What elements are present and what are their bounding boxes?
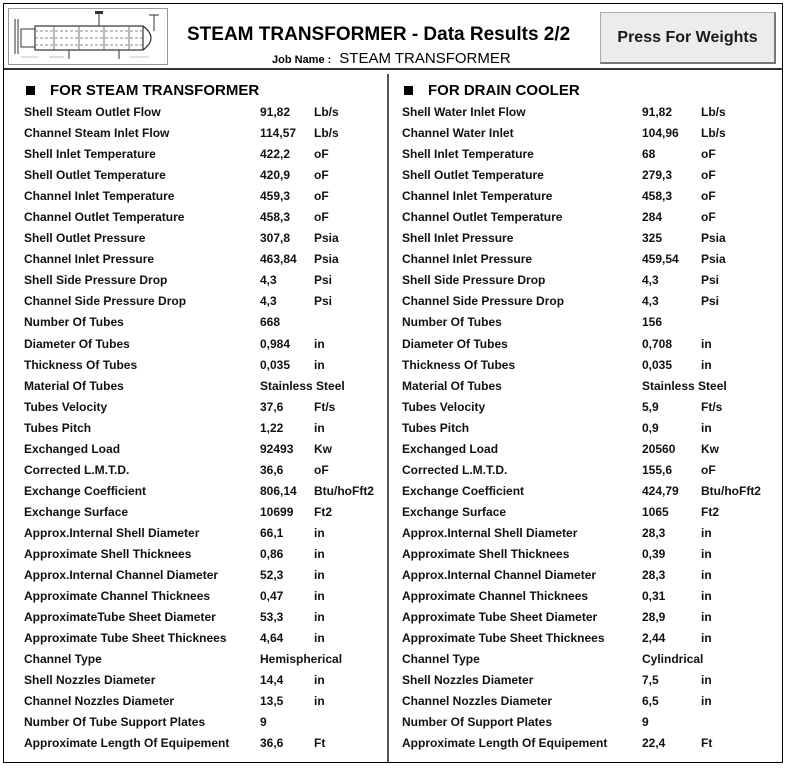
table-row (402, 102, 782, 123)
table-row (402, 502, 782, 523)
row-label: Thickness Of Tubes (402, 357, 516, 372)
table-row (402, 586, 782, 607)
row-label: Shell Outlet Temperature (24, 168, 166, 183)
row-value: 459,54 (642, 252, 679, 267)
row-value: 7,5 (642, 673, 659, 688)
table-row (402, 460, 782, 481)
table-row (24, 207, 384, 228)
row-unit: Btu/hoFft2 (701, 483, 761, 498)
row-label: Channel Inlet Pressure (24, 252, 155, 267)
table-row (24, 607, 384, 628)
table-row (402, 144, 782, 165)
row-value: 0,035 (642, 357, 673, 372)
row-value: 4,3 (642, 273, 659, 288)
row-value: 0,31 (642, 589, 666, 604)
row-value: 91,82 (642, 105, 673, 119)
exchanger-diagram (8, 8, 168, 65)
row-label: Thickness Of Tubes (24, 357, 138, 372)
table-row (402, 565, 782, 586)
row-unit: in (314, 589, 325, 604)
row-value: 458,3 (642, 189, 673, 204)
row-label: Tubes Pitch (402, 420, 470, 435)
row-label: Shell Inlet Pressure (402, 231, 514, 246)
row-label: Approx.Internal Shell Diameter (402, 525, 578, 540)
row-unit: Psia (701, 231, 726, 246)
row-unit: in (314, 610, 325, 625)
row-unit: in (701, 525, 712, 540)
row-unit: Ft (314, 736, 326, 751)
row-unit: Psi (314, 294, 333, 309)
steam-transformer-table (24, 102, 384, 754)
row-label: Channel Water Inlet (402, 126, 514, 141)
row-value: Stainless Steel (642, 378, 727, 393)
section-heading-label: FOR STEAM TRANSFORMER (50, 81, 260, 99)
row-unit: in (701, 357, 712, 372)
table-row (402, 523, 782, 544)
row-unit: Ft/s (701, 399, 723, 414)
row-label: Approximate Length Of Equipement (24, 736, 230, 751)
table-row (24, 418, 384, 439)
row-value: 53,3 (260, 610, 284, 625)
row-value: Stainless Steel (260, 378, 345, 393)
row-value: 13,5 (260, 694, 284, 709)
row-value: Hemispherical (260, 652, 343, 667)
row-value: 156 (642, 315, 663, 330)
row-label: Approx.Internal Channel Diameter (24, 568, 219, 583)
row-unit: Kw (314, 441, 332, 456)
row-label: Exchanged Load (24, 441, 121, 456)
row-unit: in (314, 631, 325, 646)
row-value: 22,4 (642, 736, 666, 751)
row-unit: in (701, 610, 712, 625)
row-unit: Ft (701, 736, 713, 751)
drain-cooler-table (402, 102, 782, 754)
row-unit: in (314, 694, 325, 709)
drain-cooler-section (402, 78, 782, 754)
row-label: Channel Inlet Temperature (24, 189, 175, 204)
table-row (402, 228, 782, 249)
row-value: 1,22 (260, 420, 284, 435)
table-row (402, 418, 782, 439)
row-value: 806,14 (260, 483, 297, 498)
row-unit: in (314, 357, 325, 372)
row-label: Number Of Tubes (402, 315, 502, 330)
row-unit: oF (701, 189, 716, 204)
row-unit: Ft2 (314, 504, 332, 519)
row-unit: oF (314, 210, 329, 225)
table-row (24, 670, 384, 691)
row-label: ApproximateTube Sheet Diameter (24, 610, 216, 625)
row-unit: in (314, 568, 325, 583)
row-value: 20560 (642, 441, 676, 456)
row-unit: in (701, 673, 712, 688)
table-row (24, 481, 384, 502)
row-label: Material Of Tubes (24, 378, 124, 393)
row-label: Approximate Channel Thicknees (24, 589, 211, 604)
table-row (402, 733, 782, 754)
section-heading (402, 78, 782, 102)
row-label: Corrected L.M.T.D. (402, 462, 508, 477)
row-value: 424,79 (642, 483, 679, 498)
row-unit: Psi (314, 273, 333, 288)
table-row (24, 355, 384, 376)
row-unit: Lb/s (701, 105, 726, 119)
row-value: 9 (642, 715, 649, 730)
row-unit: oF (701, 168, 716, 183)
row-value: 4,64 (260, 631, 284, 646)
table-row (24, 523, 384, 544)
row-unit: in (314, 673, 325, 688)
row-value: 0,984 (260, 336, 291, 351)
row-label: Approximate Tube Sheet Thicknees (402, 631, 605, 646)
table-row (402, 607, 782, 628)
row-unit: oF (701, 462, 716, 477)
row-unit: Ft2 (701, 504, 719, 519)
table-row (24, 249, 384, 270)
row-value: Cylindrical (642, 652, 704, 667)
row-label: Channel Nozzles Diameter (402, 694, 553, 709)
table-row (402, 186, 782, 207)
table-row (402, 334, 782, 355)
table-row (402, 376, 782, 397)
row-unit: oF (701, 147, 716, 162)
press-for-weights-button[interactable]: Press For Weights (600, 12, 776, 64)
table-row (24, 144, 384, 165)
row-unit: in (701, 568, 712, 583)
row-unit: in (314, 420, 325, 435)
row-value: 459,3 (260, 189, 291, 204)
table-row (24, 228, 384, 249)
table-row (24, 628, 384, 649)
row-label: Shell Nozzles Diameter (402, 673, 534, 688)
row-label: Approximate Tube Sheet Diameter (402, 610, 598, 625)
row-label: Number Of Support Plates (402, 715, 553, 730)
row-value: 4,3 (260, 273, 277, 288)
row-label: Approximate Shell Thicknees (402, 546, 570, 561)
table-row (24, 691, 384, 712)
row-label: Channel Inlet Pressure (402, 252, 533, 267)
row-label: Tubes Velocity (24, 399, 108, 414)
row-label: Shell Inlet Temperature (24, 147, 156, 162)
row-value: 14,4 (260, 673, 284, 688)
results-panel (3, 3, 783, 763)
table-row (402, 249, 782, 270)
row-unit: Psia (701, 252, 726, 267)
row-label: Channel Type (24, 652, 102, 667)
row-label: Approximate Shell Thicknees (24, 546, 192, 561)
table-row (24, 165, 384, 186)
row-unit: Ft/s (314, 399, 336, 414)
row-value: 307,8 (260, 231, 291, 246)
table-row (24, 186, 384, 207)
steam-transformer-section (24, 78, 384, 754)
row-label: Material Of Tubes (402, 378, 502, 393)
section-heading (24, 78, 384, 102)
row-value: 422,2 (260, 147, 291, 162)
row-unit: Psi (701, 294, 720, 309)
row-label: Exchange Coefficient (24, 483, 147, 498)
row-value: 420,9 (260, 168, 291, 183)
row-value: 4,3 (260, 294, 277, 309)
table-row (24, 376, 384, 397)
row-label: Exchanged Load (402, 441, 499, 456)
row-value: 104,96 (642, 126, 679, 141)
row-label: Diameter Of Tubes (24, 336, 130, 351)
row-value: 114,57 (260, 126, 297, 141)
table-row (24, 102, 384, 123)
row-value: 0,035 (260, 357, 291, 372)
row-value: 0,47 (260, 589, 284, 604)
row-label: Approx.Internal Channel Diameter (402, 568, 597, 583)
table-row (24, 565, 384, 586)
row-label: Corrected L.M.T.D. (24, 462, 130, 477)
table-row (24, 712, 384, 733)
row-unit: in (701, 631, 712, 646)
row-value: 325 (642, 231, 663, 246)
row-unit: oF (701, 210, 716, 225)
row-value: 463,84 (260, 252, 297, 267)
row-label: Channel Outlet Temperature (402, 210, 563, 225)
table-row (402, 397, 782, 418)
row-label: Exchange Surface (402, 504, 507, 519)
page-title: STEAM TRANSFORMER - Data Results 2/2 (187, 24, 571, 45)
table-row (24, 291, 384, 312)
row-label: Shell Outlet Pressure (24, 231, 146, 246)
row-unit: in (314, 336, 325, 351)
row-value: 91,82 (260, 105, 291, 119)
row-value: 0,86 (260, 546, 284, 561)
row-label: Channel Steam Inlet Flow (24, 126, 170, 141)
row-unit: Psia (314, 252, 339, 267)
row-label: Approximate Tube Sheet Thicknees (24, 631, 227, 646)
row-value: 4,3 (642, 294, 659, 309)
row-label: Tubes Velocity (402, 399, 486, 414)
row-value: 36,6 (260, 462, 284, 477)
row-label: Exchange Coefficient (402, 483, 525, 498)
table-row (402, 628, 782, 649)
row-value: 668 (260, 315, 281, 330)
row-unit: in (701, 336, 712, 351)
row-value: 155,6 (642, 462, 673, 477)
row-unit: oF (314, 462, 329, 477)
row-value: 37,6 (260, 399, 284, 414)
row-unit: Kw (701, 441, 719, 456)
row-label: Diameter Of Tubes (402, 336, 508, 351)
row-value: 68 (642, 147, 656, 162)
row-unit: in (314, 546, 325, 561)
table-row (402, 355, 782, 376)
square-bullet-icon (26, 86, 35, 95)
table-row (402, 123, 782, 144)
row-value: 279,3 (642, 168, 673, 183)
table-row (24, 544, 384, 565)
row-unit: in (314, 525, 325, 540)
heat-exchanger-drawing (9, 9, 167, 64)
row-value: 66,1 (260, 525, 284, 540)
row-unit: oF (314, 168, 329, 183)
job-name-label: Job Name : (272, 54, 332, 66)
row-value: 92493 (260, 441, 294, 456)
row-value: 6,5 (642, 694, 659, 709)
row-label: Number Of Tube Support Plates (24, 715, 206, 730)
row-value: 36,6 (260, 736, 284, 751)
table-row (24, 312, 384, 333)
row-unit: Btu/hoFft2 (314, 483, 374, 498)
table-row (24, 649, 384, 670)
row-unit: Lb/s (701, 126, 726, 141)
table-row (24, 460, 384, 481)
row-label: Shell Nozzles Diameter (24, 673, 156, 688)
row-unit: in (701, 694, 712, 709)
row-unit: oF (314, 147, 329, 162)
row-label: Shell Side Pressure Drop (24, 273, 168, 288)
table-row (24, 586, 384, 607)
row-value: 28,3 (642, 568, 666, 583)
row-value: 0,39 (642, 546, 666, 561)
table-row (402, 670, 782, 691)
row-label: Channel Side Pressure Drop (402, 294, 565, 309)
table-row (24, 439, 384, 460)
row-unit: in (701, 589, 712, 604)
table-row (24, 733, 384, 754)
row-value: 0,9 (642, 420, 659, 435)
row-unit: Lb/s (314, 126, 339, 141)
row-value: 0,708 (642, 336, 673, 351)
row-label: Shell Outlet Temperature (402, 168, 544, 183)
row-value: 5,9 (642, 399, 659, 414)
row-label: Channel Outlet Temperature (24, 210, 185, 225)
row-value: 28,3 (642, 525, 666, 540)
table-row (402, 270, 782, 291)
square-bullet-icon (404, 86, 413, 95)
table-row (24, 502, 384, 523)
table-row (402, 481, 782, 502)
table-row (402, 649, 782, 670)
row-value: 10699 (260, 504, 294, 519)
table-row (402, 439, 782, 460)
table-row (402, 165, 782, 186)
row-label: Shell Water Inlet Flow (402, 105, 526, 119)
row-unit: oF (314, 189, 329, 204)
row-value: 52,3 (260, 568, 284, 583)
column-divider (387, 74, 389, 762)
table-row (402, 291, 782, 312)
row-label: Channel Type (402, 652, 480, 667)
row-label: Approximate Length Of Equipement (402, 736, 608, 751)
job-name-value: STEAM TRANSFORMER (339, 50, 511, 67)
row-value: 284 (642, 210, 663, 225)
row-label: Channel Nozzles Diameter (24, 694, 175, 709)
row-unit: Lb/s (314, 105, 339, 119)
row-value: 458,3 (260, 210, 291, 225)
row-unit: Psia (314, 231, 339, 246)
table-row (24, 123, 384, 144)
job-name-row (272, 50, 511, 68)
row-value: 1065 (642, 504, 669, 519)
row-unit: in (701, 546, 712, 561)
row-label: Channel Side Pressure Drop (24, 294, 187, 309)
row-label: Shell Steam Outlet Flow (24, 105, 161, 119)
table-row (24, 270, 384, 291)
row-label: Shell Side Pressure Drop (402, 273, 546, 288)
row-value: 2,44 (642, 631, 666, 646)
row-label: Approximate Channel Thicknees (402, 589, 589, 604)
table-row (24, 334, 384, 355)
table-row (24, 397, 384, 418)
row-label: Approx.Internal Shell Diameter (24, 525, 200, 540)
table-row (402, 207, 782, 228)
row-label: Number Of Tubes (24, 315, 124, 330)
table-row (402, 712, 782, 733)
row-label: Tubes Pitch (24, 420, 92, 435)
table-row (402, 544, 782, 565)
row-label: Exchange Surface (24, 504, 129, 519)
row-label: Shell Inlet Temperature (402, 147, 534, 162)
section-heading-label: FOR DRAIN COOLER (428, 81, 580, 99)
table-row (402, 691, 782, 712)
table-row (402, 312, 782, 333)
row-value: 28,9 (642, 610, 666, 625)
row-label: Channel Inlet Temperature (402, 189, 553, 204)
row-value: 9 (260, 715, 267, 730)
row-unit: in (701, 420, 712, 435)
row-unit: Psi (701, 273, 720, 288)
header-bar (4, 4, 782, 70)
